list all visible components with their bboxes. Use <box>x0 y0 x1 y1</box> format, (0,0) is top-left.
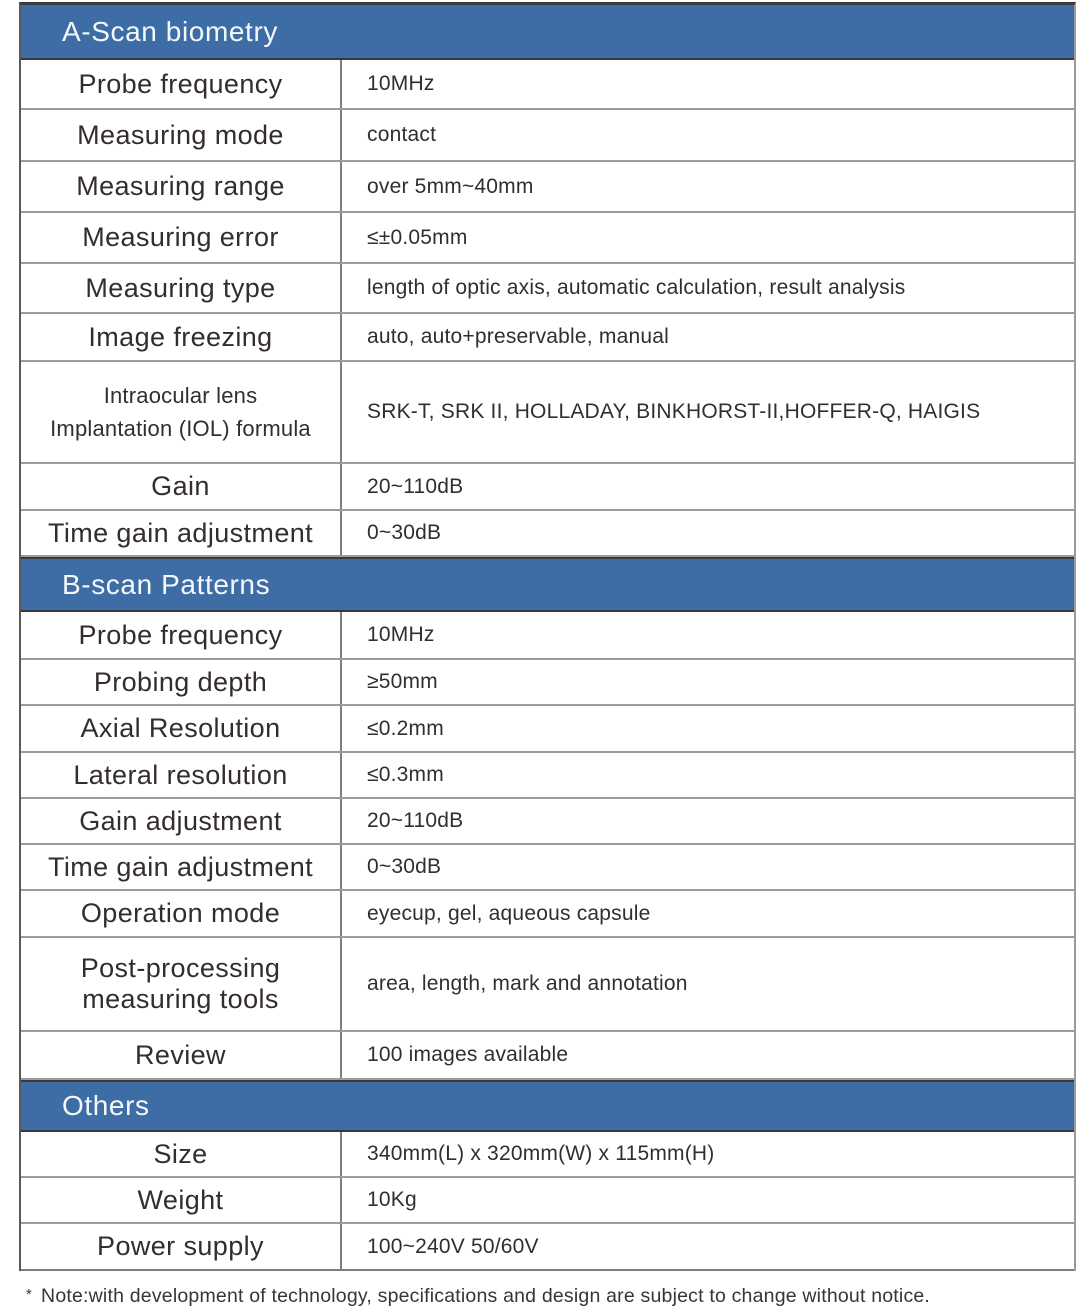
spec-value: 10Kg <box>367 1188 417 1211</box>
spec-label: Time gain adjustment <box>21 845 342 889</box>
spec-value: SRK-T, SRK II, HOLLADAY, BINKHORST-II,HOFFER-Q, HAIGIS <box>367 400 981 423</box>
row-a-iol-formula <box>21 362 1074 464</box>
spec-label <box>21 938 342 1030</box>
row-a-measuring-range <box>21 162 1074 213</box>
spec-value: 10MHz <box>367 72 435 95</box>
spec-label: Weight <box>21 1178 342 1222</box>
row-b-post-processing-tools <box>21 938 1074 1032</box>
footnote <box>26 1285 930 1308</box>
footnote-asterisk: * <box>26 1286 33 1303</box>
row-b-time-gain-adjustment <box>21 845 1074 891</box>
spec-value: 20~110dB <box>367 474 464 498</box>
row-b-lateral-resolution <box>21 753 1074 799</box>
spec-label: Review <box>21 1032 342 1078</box>
row-a-measuring-error <box>21 213 1074 264</box>
spec-value: 0~30dB <box>367 855 442 878</box>
spec-label: Axial Resolution <box>21 706 342 751</box>
spec-value: 340mm(L) x 320mm(W) x 115mm(H) <box>367 1142 715 1165</box>
spec-value: area, length, mark and annotation <box>367 972 688 995</box>
row-o-weight <box>21 1178 1074 1224</box>
spec-label-line-2: Implantation (IOL) formula <box>50 416 311 441</box>
spec-value: ≤0.2mm <box>367 716 444 740</box>
spec-value: auto, auto+preservable, manual <box>367 325 669 348</box>
footnote-text: Note:with development of technology, specifications and design are subject to change without notice. <box>41 1285 931 1307</box>
row-b-review <box>21 1032 1074 1080</box>
spec-value: eyecup, gel, aqueous capsule <box>367 901 651 925</box>
row-b-operation-mode <box>21 891 1074 938</box>
row-b-probe-frequency <box>21 612 1074 660</box>
section-title: Others <box>62 1090 150 1121</box>
spec-label-line-2: measuring tools <box>82 984 279 1014</box>
row-b-axial-resolution <box>21 706 1074 753</box>
spec-value: 20~110dB <box>367 809 464 832</box>
section-header-b-scan-patterns <box>21 557 1074 612</box>
section-title: B-scan Patterns <box>62 568 271 600</box>
spec-table <box>19 2 1076 1271</box>
row-a-measuring-type <box>21 264 1074 314</box>
spec-value: 100 images available <box>367 1043 569 1066</box>
spec-label-line-1: Intraocular lens <box>103 383 258 408</box>
spec-value: 100~240V 50/60V <box>367 1234 539 1258</box>
row-a-gain <box>21 464 1074 511</box>
spec-label: Image freezing <box>21 314 342 360</box>
spec-value: ≥50mm <box>367 670 438 693</box>
spec-label: Time gain adjustment <box>21 511 342 555</box>
row-a-probe-frequency <box>21 60 1074 110</box>
spec-value: length of optic axis, automatic calculation, result analysis <box>367 276 906 299</box>
spec-label-line-1: Post-processing <box>80 953 281 983</box>
spec-label: Gain adjustment <box>21 799 342 843</box>
spec-label: Probing depth <box>21 660 342 704</box>
spec-label: Measuring error <box>21 213 342 262</box>
section-header-a-scan-biometry <box>21 5 1074 60</box>
spec-label: Size <box>21 1132 342 1176</box>
spec-label: Power supply <box>21 1224 342 1269</box>
spec-value: 0~30dB <box>367 521 442 544</box>
spec-value: ≤0.3mm <box>367 763 444 786</box>
spec-label: Operation mode <box>21 891 342 936</box>
spec-label: Measuring type <box>21 264 342 312</box>
row-a-image-freezing <box>21 314 1074 362</box>
spec-label: Lateral resolution <box>21 753 342 797</box>
row-a-time-gain-adjustment <box>21 511 1074 557</box>
row-b-gain-adjustment <box>21 799 1074 845</box>
section-header-others <box>21 1080 1074 1132</box>
section-title: A-Scan biometry <box>62 15 278 47</box>
row-b-probing-depth <box>21 660 1074 706</box>
spec-label: Probe frequency <box>21 612 342 658</box>
spec-label <box>21 362 342 462</box>
row-o-power-supply <box>21 1224 1074 1271</box>
spec-value: ≤±0.05mm <box>367 225 468 249</box>
spec-value: contact <box>367 123 437 146</box>
row-o-size <box>21 1132 1074 1178</box>
spec-label: Measuring mode <box>21 110 342 160</box>
spec-value: 10MHz <box>367 623 435 646</box>
row-a-measuring-mode <box>21 110 1074 162</box>
spec-label: Measuring range <box>21 162 342 211</box>
spec-label: Gain <box>21 464 342 509</box>
spec-value: over 5mm~40mm <box>367 174 534 198</box>
spec-label: Probe frequency <box>21 60 342 108</box>
